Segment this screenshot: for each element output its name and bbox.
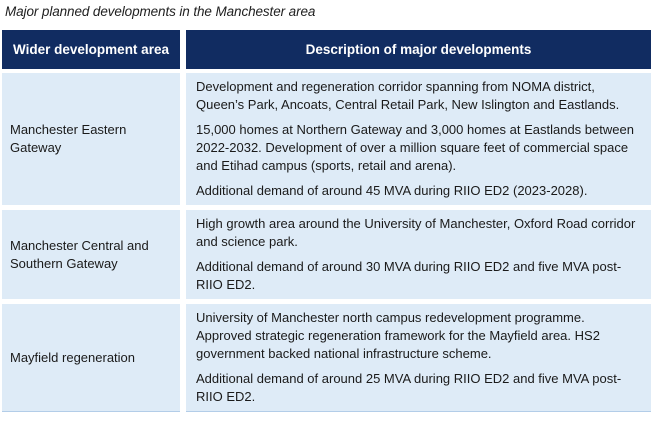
description-cell xyxy=(186,73,651,205)
description-paragraph: Additional demand of around 30 MVA during RIIO ED2 and five MVA post-RIIO ED2. xyxy=(196,259,622,292)
description-cell xyxy=(186,304,651,412)
description-cell xyxy=(186,210,651,299)
table-row-mayfield-regeneration xyxy=(2,304,651,412)
description-paragraph: Development and regeneration corridor spanning from NOMA district, Queen’s Park, Ancoats, Central Retail Park, New Islington and Eastlands. xyxy=(196,79,620,112)
description-paragraph: University of Manchester north campus redevelopment programme. Approved strategic regeneration framework for the Mayfield area. HS2 government backed national infrastructure scheme. xyxy=(196,310,600,361)
description-paragraph: 15,000 homes at Northern Gateway and 3,000 homes at Eastlands between 2022-2032. Development of over a million square feet of commercial space and Etihad campus (sports, retail and arena). xyxy=(196,122,634,173)
column-header-wider-development-area: Wider development area xyxy=(2,30,180,69)
table-caption: Major planned developments in the Manchester area xyxy=(5,4,316,19)
area-cell: Manchester Central and Southern Gateway xyxy=(2,210,180,299)
column-header-description: Description of major developments xyxy=(186,30,651,69)
document-page xyxy=(0,4,655,446)
table-row-manchester-central-southern-gateway xyxy=(2,210,651,299)
description-paragraph: Additional demand of around 25 MVA during RIIO ED2 and five MVA post-RIIO ED2. xyxy=(196,371,622,404)
developments-table xyxy=(2,30,651,412)
area-cell: Mayfield regeneration xyxy=(2,304,180,412)
area-cell: Manchester Eastern Gateway xyxy=(2,73,180,205)
description-paragraph: Additional demand of around 45 MVA during RIIO ED2 (2023-2028). xyxy=(196,183,588,198)
description-paragraph: High growth area around the University of Manchester, Oxford Road corridor and science park. xyxy=(196,216,636,249)
table-header-row xyxy=(2,30,651,69)
table-row-manchester-eastern-gateway xyxy=(2,73,651,205)
